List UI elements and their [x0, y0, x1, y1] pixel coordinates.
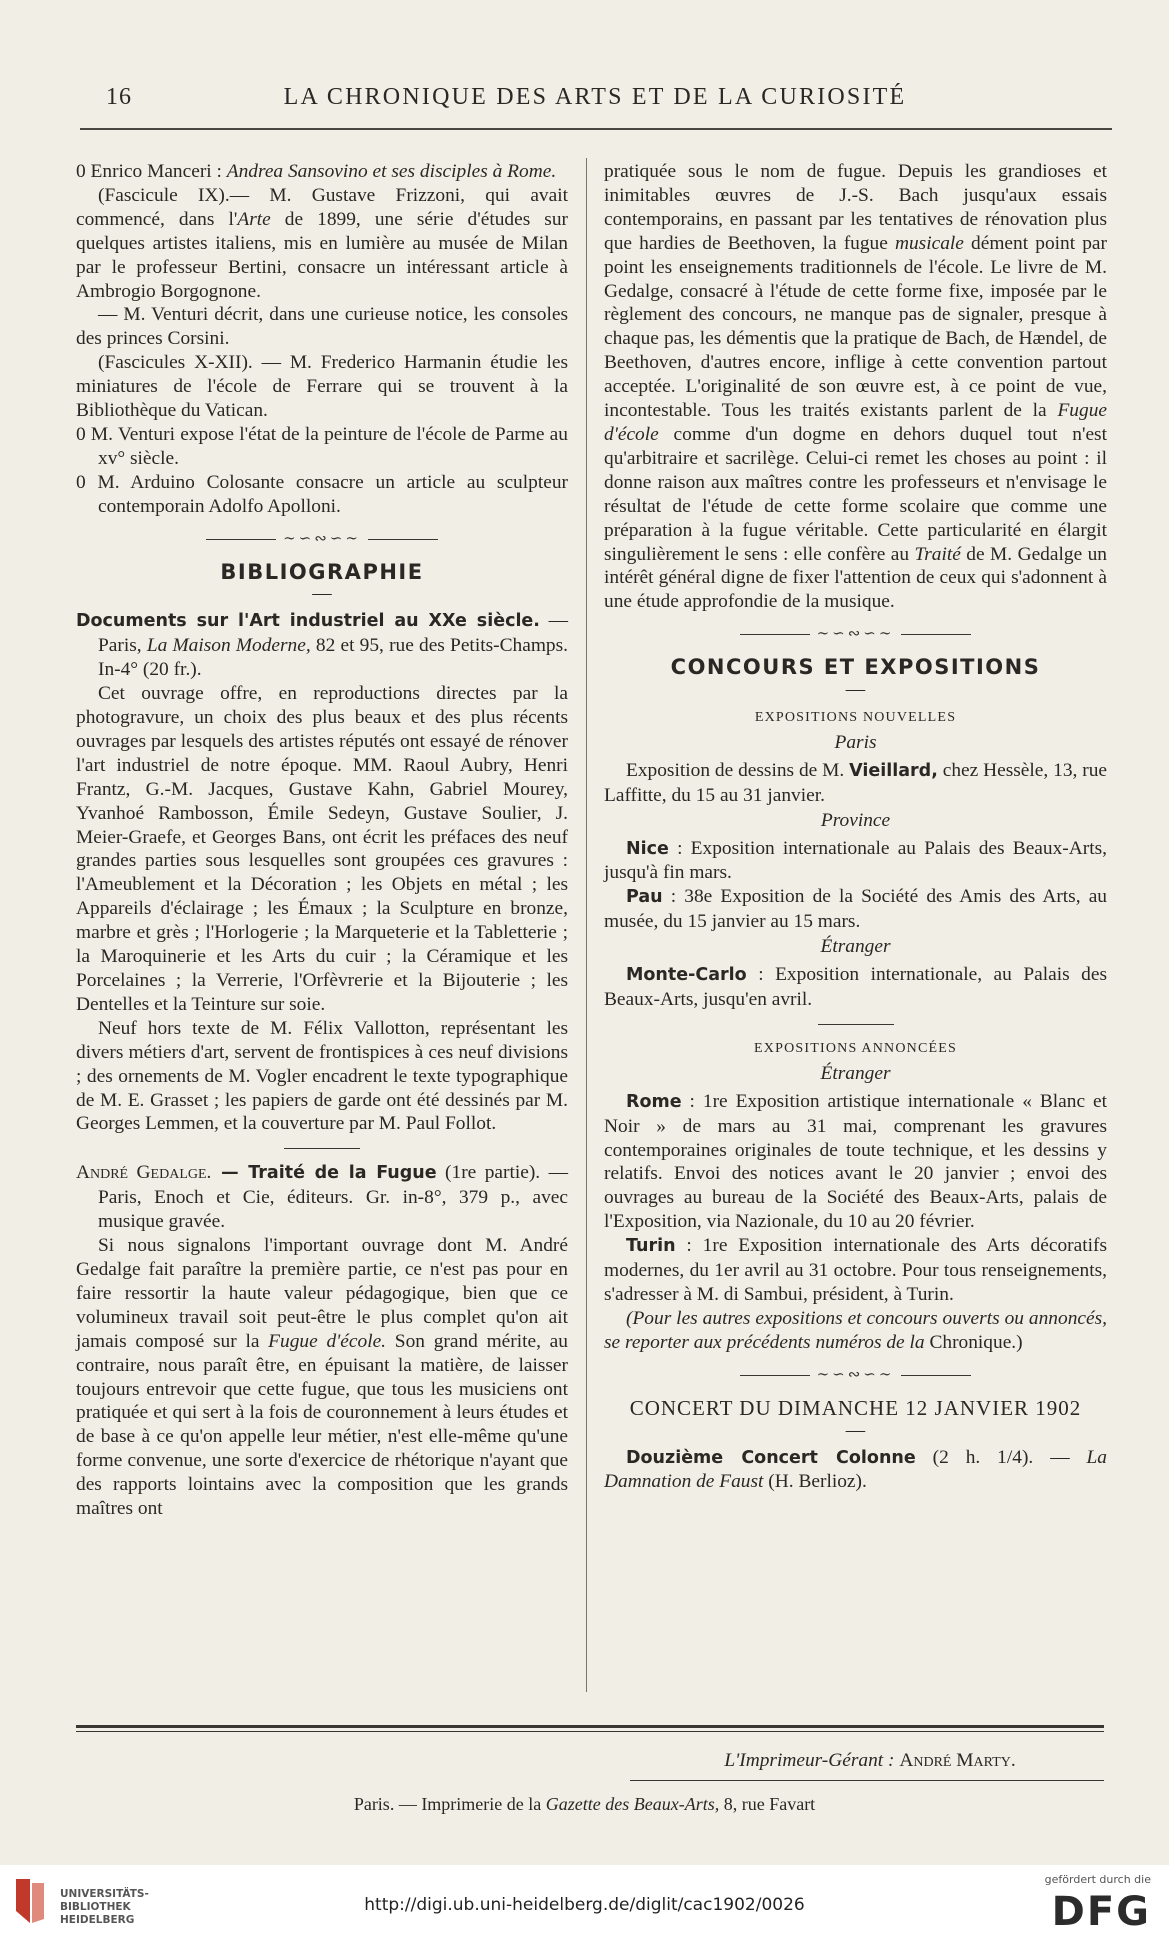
left-column: [76, 160, 568, 1521]
subheading-expositions-annoncees: EXPOSITIONS ANNONCÉES: [754, 1040, 957, 1056]
ornament-divider: ∼∽∾∽∼: [604, 1364, 1107, 1388]
subheading-expositions-nouvelles: EXPOSITIONS NOUVELLES: [754, 710, 957, 726]
exhibition-entry: Turin : 1re Exposition internationale des Arts décoratifs modernes, du 1er avril au 31 octobre. Pour tous renseignements, s'adresser à M. di Sambui, président, à Turin.: [604, 1235, 1107, 1305]
exhibition-entry: Nice : Exposition internationale au Palais des Beaux-Arts, jusqu'à fin mars.: [604, 837, 1107, 884]
city-heading: Étranger: [820, 936, 891, 958]
city-heading: Paris: [834, 731, 877, 753]
paragraph: — M. Venturi décrit, dans une curieuse notice, les consoles des princes Corsini.: [76, 304, 568, 350]
paragraph: pratiquée sous le nom de fugue. Depuis les grandioses et inimitables œuvres de J.-S. Bach jusqu'aux essais contemporains, en passant par les tentatives de rénovation plus que hardies de Beethoven, la fugue musicale dément point par point les enseignements traditionnels de l'école. Le livre de M. Gedalge, consacré à l'étude de cette forme fixe, imposée par le règlement des concours, ne manque pas de signaler, presque à chaque pas, les démentis que la pratique de Bach, de Hændel, de Beethoven, d'autres encore, inflige à cette convention partout acceptée. L'originalité de son œuvre est, à ce point de vue, incontestable. Tous les traités existants parlent de la Fugue d'école comme d'un dogme en dehors duquel tout n'est qu'arbitraire et sacrilège. Celui-ci remet les choses au point : il donne raison aux maîtres contre les professeurs et n'envisage le résultat de l'étude de cette forme scolaire que comme une préparation à la fugue véritable. Cette particularité en élargit singulièrement le sens : elle confère au Traité de M. Gedalge un intérêt général digne de fixer l'attention de ceux qui s'adonnent à une étude approfondie de la musique.: [604, 161, 1108, 613]
footer-rule: [76, 1731, 1104, 1732]
book-entry: Documents sur l'Art industriel au XXe siècle. — Paris, La Maison Moderne, 82 et 95, rue des Petits-Champs. In-4° (20 fr.).: [76, 610, 569, 681]
concert-entry: Douzième Concert Colonne (2 h. 1/4). — La Damnation de Faust (H. Berlioz).: [604, 1446, 1107, 1493]
running-head: [80, 84, 1110, 124]
imprimeur-rule: [630, 1780, 1104, 1781]
city-heading: Étranger: [820, 1062, 891, 1084]
section-heading-concours: CONCOURS ET EXPOSITIONS: [670, 655, 1041, 680]
note: (Pour les autres expositions et concours ouverts ou annoncés, se reporter aux précédents numéros de la Chronique.): [604, 1307, 1107, 1353]
imprimeur-line: L'Imprimeur-Gérant : André Marty.: [724, 1750, 1016, 1771]
institution-name: UNIVERSITÄTS- BIBLIOTHEK HEIDELBERG: [60, 1888, 149, 1926]
page-number: 16: [106, 84, 132, 110]
paragraph: Neuf hors texte de M. Félix Vallotton, représentant les divers métiers d'art, servent de frontispices à ces neuf divisions ; des ornements de M. Vogler encadrent le texte typographique de M. E. Grasset ; les papiers de garde ont été dessinés par M. Georges Lemmen, et la couverture par M. Paul Follot.: [76, 1017, 568, 1135]
footer-rule: [76, 1725, 1104, 1728]
source-url-link[interactable]: http://digi.ub.uni-heidelberg.de/diglit/cac1902/0026: [364, 1895, 805, 1915]
exhibition-entry: Monte-Carlo : Exposition internationale, au Palais des Beaux-Arts, jusqu'en avril.: [604, 964, 1107, 1010]
printer-line: Paris. — Imprimerie de la Gazette des Beaux-Arts, 8, rue Favart: [353, 1794, 816, 1814]
concert-heading: CONCERT DU DIMANCHE 12 JANVIER 1902: [629, 1395, 1082, 1420]
short-rule: [284, 1148, 360, 1149]
city-heading: Province: [820, 809, 891, 831]
right-column: [604, 160, 1107, 1494]
ornament-divider: ∼∽∾∽∼: [604, 623, 1107, 647]
heading-dash: —: [312, 583, 332, 605]
dfg-logo[interactable]: DFG: [1051, 1889, 1151, 1935]
paragraph: (Fascicule IX).— M. Gustave Frizzoni, qui avait commencé, dans l'Arte de 1899, une série d'études sur quelques artistes italiens, mis en lumière au musée de Milan par le professeur Bertini, consacre un intéressant article à Ambrogio Borgognone.: [76, 184, 568, 302]
paragraph: 0 Enrico Manceri : Andrea Sansovino et ses disciples à Rome.: [76, 161, 557, 182]
digitization-bar: [0, 1865, 1169, 1948]
exhibition-entry: Exposition de dessins de M. Vieillard, chez Hessèle, 13, rue Laffitte, du 15 au 31 janvier.: [604, 759, 1108, 806]
heading-dash: —: [845, 679, 866, 701]
ornament-divider: ∼∽∾∽∼: [76, 528, 568, 552]
paragraph: Cet ouvrage offre, en reproductions directes par la photogravure, un choix des plus beaux et des plus récents ouvrages par lesquels des artistes réputés ont essayé de rénover l'art industriel de notre époque. MM. Raoul Aubry, Henri Frantz, G.-M. Jacques, Gustave Kahn, Gabriel Mourey, Yvanhoé Rambosson, Émile Sedeyn, Gustave Soulier, J. Meier-Graefe, et Georges Bans, ont écrit les préfaces des neuf grandes parties sous lesquelles sont groupées ces gravures : l'Ameublement et la Décoration ; les Objets en métal ; les Appareils d'éclairage ; les Émaux ; la Sculpture en bronze, marbre et grès ; l'Horlogerie ; la Marqueterie et la Tabletterie ; la Maroquinerie et les Arts du cuir ; la Céramique et les Porcelaines ; la Verrerie, l'Orfèvrerie et la Bijouterie ; les Dentelles et la Teinture sur soie.: [76, 683, 568, 1015]
header-rule: [80, 128, 1112, 130]
journal-title: LA CHRONIQUE DES ARTS ET DE LA CURIOSITÉ: [283, 84, 907, 110]
section-heading-bibliographie: BIBLIOGRAPHIE: [220, 559, 424, 584]
exhibition-entry: Pau : 38e Exposition de la Société des Amis des Arts, au musée, du 15 janvier au 15 mars.: [604, 886, 1107, 933]
heading-dash: —: [845, 1419, 866, 1441]
exhibition-entry: Rome : 1re Exposition artistique internationale « Blanc et Noir » de mars au 31 mai, comprenant les gravures contemporaines originales de toute technique, et les dessins y relatifs. Envoi des notices avant le 20 janvier ; envoi des ouvrages au bureau de la Société des Beaux-Arts, palais de l'Exposition, via Nazionale, du 10 au 20 février.: [604, 1090, 1107, 1233]
paragraph: Si nous signalons l'important ouvrage dont M. André Gedalge fait paraître la première partie, ce n'est pas pour en faire ressortir la haute valeur pédagogique, bien que ce volumineux travail soit peut-être le plus complet qu'on ait jamais composé sur la Fugue d'école. Son grand mérite, au contraire, nous paraît être, en épuisant la matière, de laisser toujours entrevoir que cette fugue, que tous les musiciens ont pratiquée et qui sert à la fois de couronnement à leurs études et de base à ce qu'on appelle leur métier, n'est elle-même qu'une forme convenue, une sorte d'exercice de rhétorique n'ayant que des rapports lointains avec la composition que les grands maîtres ont: [76, 1235, 568, 1520]
column-divider: [586, 158, 587, 1692]
funding-label: gefördert durch die: [1044, 1873, 1151, 1886]
paragraph: 0 M. Venturi expose l'état de la peinture de l'école de Parme au xv° siècle.: [76, 423, 568, 469]
short-rule: [818, 1024, 894, 1025]
book-entry: André Gedalge. — Traité de la Fugue (1re partie). — Paris, Enoch et Cie, éditeurs. Gr. in-8°, 379 p., avec musique gravée.: [76, 1162, 568, 1233]
paragraph: 0 M. Arduino Colosante consacre un article au sculpteur contemporain Adolfo Apolloni.: [76, 471, 568, 517]
paragraph: (Fascicules X-XII). — M. Frederico Harmanin étudie les miniatures de l'école de Ferrare qui se trouvent à la Bibliothèque du Vatican.: [76, 352, 568, 422]
